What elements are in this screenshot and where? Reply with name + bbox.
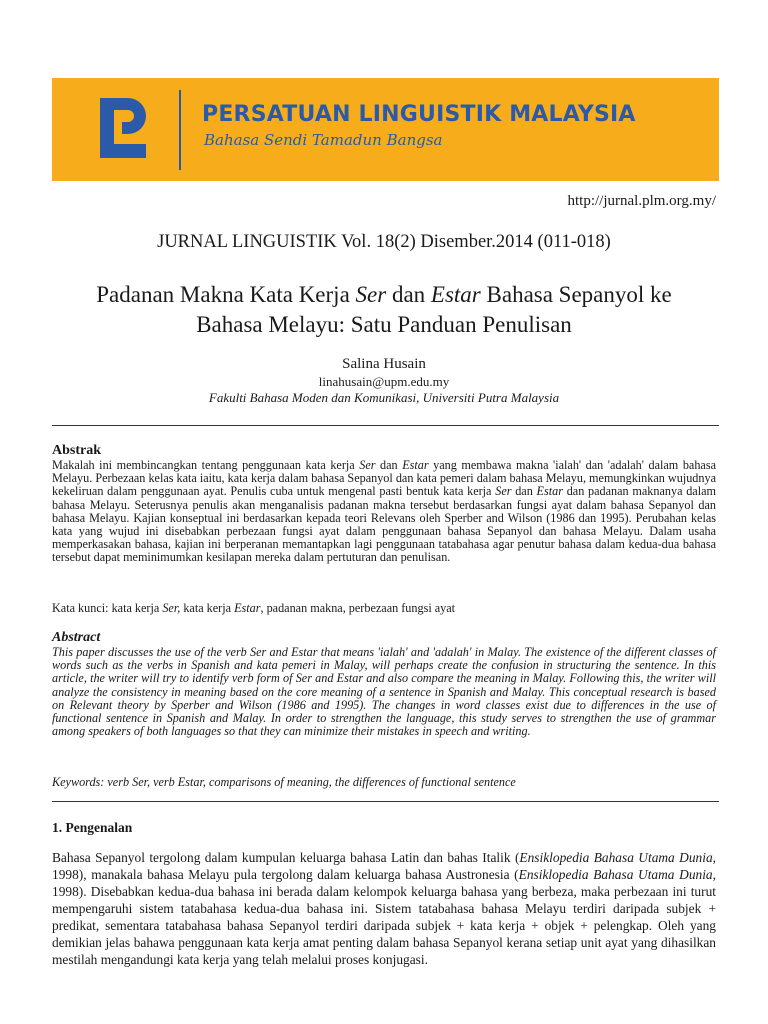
body-text: , 1998). Disebabkan kedua-dua bahasa ini berada dalam kelompok keluarga bahasa yang berbeza, maka perbezaan ini turut mempengaruhi sistem tatabahasa kedua-dua bahasa ini. Sistem tatabahasa bahasa Melayu terdiri daripada subjek + predikat, sementara tatabahasa bahasa Sepanyol terdiri daripada subjek + kata kerja + objek + pelengkap. Oleh yang demikian jelas bahawa penggunaan kata kerja amat penting dalam bahasa Sepanyol kerana setiap unit ayat yang dihasilkan mestilah mengandungi kata kerja yang telah melalui proses konjugasi. xyxy=(52,867,716,967)
organization-motto: Bahasa Sendi Tamadun Bangsa xyxy=(204,131,443,149)
reference-citation: Ensiklopedia Bahasa Utama Dunia xyxy=(518,867,713,882)
abstract-heading: Abstract xyxy=(52,630,101,645)
abstract-keywords: Keywords: verb Ser, verb Estar, comparisons of meaning, the differences of functional sentence xyxy=(52,775,516,789)
author-email[interactable]: linahusain@upm.edu.my xyxy=(318,374,450,389)
abstract-text: This paper discusses the use of the verb Ser and Estar that means 'ialah' and 'adalah' in Malay. The existence of the different classes of words such as the verbs in Spanish and kata pemeri in Malay, will perhaps create the confusion in structuring the sentence. In this article, the writer will try to identify verb form of Ser and Estar and also compare the meaning in Malay. Following this, the writer will analyze the consistency in meaning based on the core meaning of a sentence in Spanish and Malay. This conceptual research is based on Relevant theory by Sperber and Wilson (1986 and 1995). The changes in word classes exist due to differences in the use of functional sentence in Spanish and Malay. In order to strengthen the language, this study serves to strengthen the use of grammar among speakers of both languages so that they can minimize their mistakes in speech and writing. xyxy=(52,645,716,739)
banner-divider xyxy=(179,90,181,170)
abstrak-ser: Ser xyxy=(495,484,512,499)
pengenalan-paragraph xyxy=(52,849,716,968)
keywords-estar: Estar xyxy=(234,601,261,615)
title-text: Padanan Makna Kata Kerja xyxy=(96,282,356,307)
journal-url-link[interactable]: http://jurnal.plm.org.my/ xyxy=(567,193,716,209)
abstrak-text-part: yang membawa makna 'ialah' dan 'adalah' dalam bahasa Melayu. Perbezaan kelas kata iaitu, kata kerja dalam bahasa Sepanyol dan kata pemeri dalam bahasa Melayu, memungkinkan wujudnya kekeliruan dalam penggunaan ayat. Penulis cuba untuk mengenal pasti bentuk kata kerja xyxy=(52,458,716,499)
title-text: dan xyxy=(386,282,431,307)
abstrak-text-part: dan padanan maknanya dalam bahasa Melayu. Seterusnya penulis akan menganalisis padanan makna tersebut berdasarkan fungsi ayat dalam bahasa Sepanyol dan bahasa Melayu. Kajian konseptual ini berdasarkan kepada teori Relevans oleh Sperber and Wilson (1986 dan 1995). Perubahan kelas kata yang wujud ini disebabkan perbezaan fungsi ayat dalam penggunaan bahasa Sepanyol dan bahasa Melayu. Dalam usaha memperkasakan bahasa, kajian ini berperanan memantapkan lagi penggunaan tatabahasa agar penutur bahasa dalam kedua-dua bahasa tersebut dapat meminimumkan kesilapan mereka dalam pertuturan dan penulisan. xyxy=(52,484,716,565)
title-ser: Ser xyxy=(355,282,387,307)
abstrak-text-part: dan xyxy=(375,458,403,472)
abstrak-estar: Estar xyxy=(536,484,563,499)
author-name: Salina Husain xyxy=(342,356,426,372)
divider xyxy=(52,425,719,426)
organization-name: PERSATUAN LINGUISTIK MALAYSIA xyxy=(202,102,636,127)
kata-kunci xyxy=(52,602,716,615)
author-affiliation: Fakulti Bahasa Moden dan Komunikasi, Universiti Putra Malaysia xyxy=(208,390,560,405)
reference-citation: Ensiklopedia Bahasa Utama Dunia xyxy=(519,850,713,865)
abstrak-text-part: Makalah ini membincangkan tentang penggunaan kata kerja xyxy=(52,458,360,472)
abstrak-text-part: dan xyxy=(511,484,537,499)
keywords-ser: Ser, xyxy=(162,601,181,615)
body-text: Bahasa Sepanyol tergolong dalam kumpulan keluarga bahasa Latin dan bahas Italik ( xyxy=(52,850,520,865)
divider xyxy=(52,801,719,802)
plm-logo-icon xyxy=(90,94,152,166)
keywords-text: , padanan makna, perbezaan fungsi ayat xyxy=(260,601,456,615)
paper-title xyxy=(40,280,728,340)
journal-citation: JURNAL LINGUISTIK Vol. 18(2) Disember.2014 (011-018) xyxy=(157,232,611,252)
journal-banner xyxy=(52,78,719,181)
section-heading-pengenalan: 1. Pengenalan xyxy=(52,820,133,835)
keywords-text: kata kerja xyxy=(180,601,235,615)
title-estar: Estar xyxy=(430,282,481,307)
keywords-text: Kata kunci: kata kerja xyxy=(52,601,163,615)
body-text: , 1998), manakala bahasa Melayu pula tergolong dalam keluarga bahasa Austronesia ( xyxy=(52,850,716,882)
abstrak-ser: Ser xyxy=(359,458,376,472)
abstrak-estar: Estar xyxy=(402,458,429,472)
title-text: Bahasa Sepanyol ke xyxy=(480,282,672,307)
abstrak-heading: Abstrak xyxy=(52,443,102,458)
title-line-2: Bahasa Melayu: Satu Panduan Penulisan xyxy=(196,312,572,337)
abstrak-text xyxy=(52,459,716,565)
